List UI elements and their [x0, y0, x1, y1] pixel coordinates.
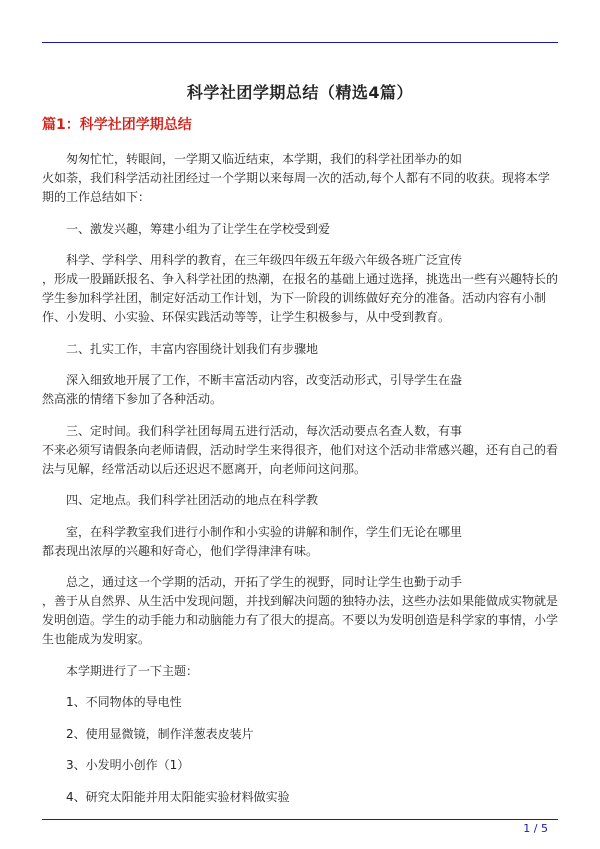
paragraph: 室，在科学教室我们进行小制作和小实验的讲解和制作，学生们无论在哪里 都表现出浓厚的兴趣和好奇心，他们学得津津有味。 — [42, 524, 463, 558]
list-item: 4、研究太阳能并用太阳能实验材料做实验 — [66, 789, 290, 804]
footer-rule — [42, 819, 558, 820]
paragraph: 深入细致地开展了工作，不断丰富活动内容，改变活动形式，引导学生在盎 然高涨的情绪下参加了各种活动。 — [42, 373, 463, 406]
paragraph: 本学期进行了一下主题： — [66, 663, 199, 678]
page-indicator: 1 / 5 — [523, 822, 548, 835]
list-item: 2、使用显微镜，制作洋葱表皮装片 — [66, 726, 254, 741]
paragraph: 匆匆忙忙，转眼间，一学期又临近结束，本学期，我们的科学社团举办的如 火如荼，我们科学活动社团经过一个学期以来每周一次的活动,每个人都有不同的收获。现将本学期的工作总结如下： — [42, 152, 550, 204]
paragraph: 总之，通过这一个学期的活动，开拓了学生的视野，同时让学生也勤于动手 ，善于从自然界、从生活中发现问题，并找到解决问题的独特办法，这些办法如果能做成实物就是发明创造。学生的动手能力和动脑能力有了很大的提高。不要以为发明创造是科学家的事情，小学生也能成为发明家。 — [42, 575, 559, 646]
list-item: 3、小发明小创作（1） — [66, 758, 190, 772]
section-heading: 篇1：科学社团学期总结 — [42, 117, 192, 133]
page-title: 科学社团学期总结（精选4篇） — [186, 83, 414, 102]
paragraph: 四、定地点。我们科学社团活动的地点在科学教 — [66, 493, 319, 507]
document-body — [42, 150, 558, 819]
paragraph: 一、激发兴趣，筹建小组为了让学生在学校受到爱 — [66, 221, 331, 236]
paragraph: 三、定时间。我们科学社团每周五进行活动，每次活动要点名查人数，有事 不来必须写请假条向老师请假，活动时学生来得很齐，他们对这个活动非常感兴趣，还有自己的看法与见解，经常活动以后还迟迟不愿离开，向老师问这问那。 — [42, 423, 559, 476]
list-item: 1、不同物体的导电性 — [66, 695, 182, 709]
paragraph: 二、扎实工作，丰富内容围绕计划我们有步骤地 — [66, 341, 319, 356]
paragraph: 科学、学科学、用科学的教育，在三年级四年级五年级六年级各班广泛宣传 ，形成一股踊跃报名、争入科学社团的热潮，在报名的基础上通过选择，挑选出一些有兴趣特长的学生参加科学社团，制定好活动工作计划，为下一阶段的训练做好充分的准备。活动内容有小制作、小发明、小实验、环保实践活动等等，让学生积极参与，从中受到教育。 — [42, 253, 559, 324]
header-rule — [42, 42, 558, 43]
